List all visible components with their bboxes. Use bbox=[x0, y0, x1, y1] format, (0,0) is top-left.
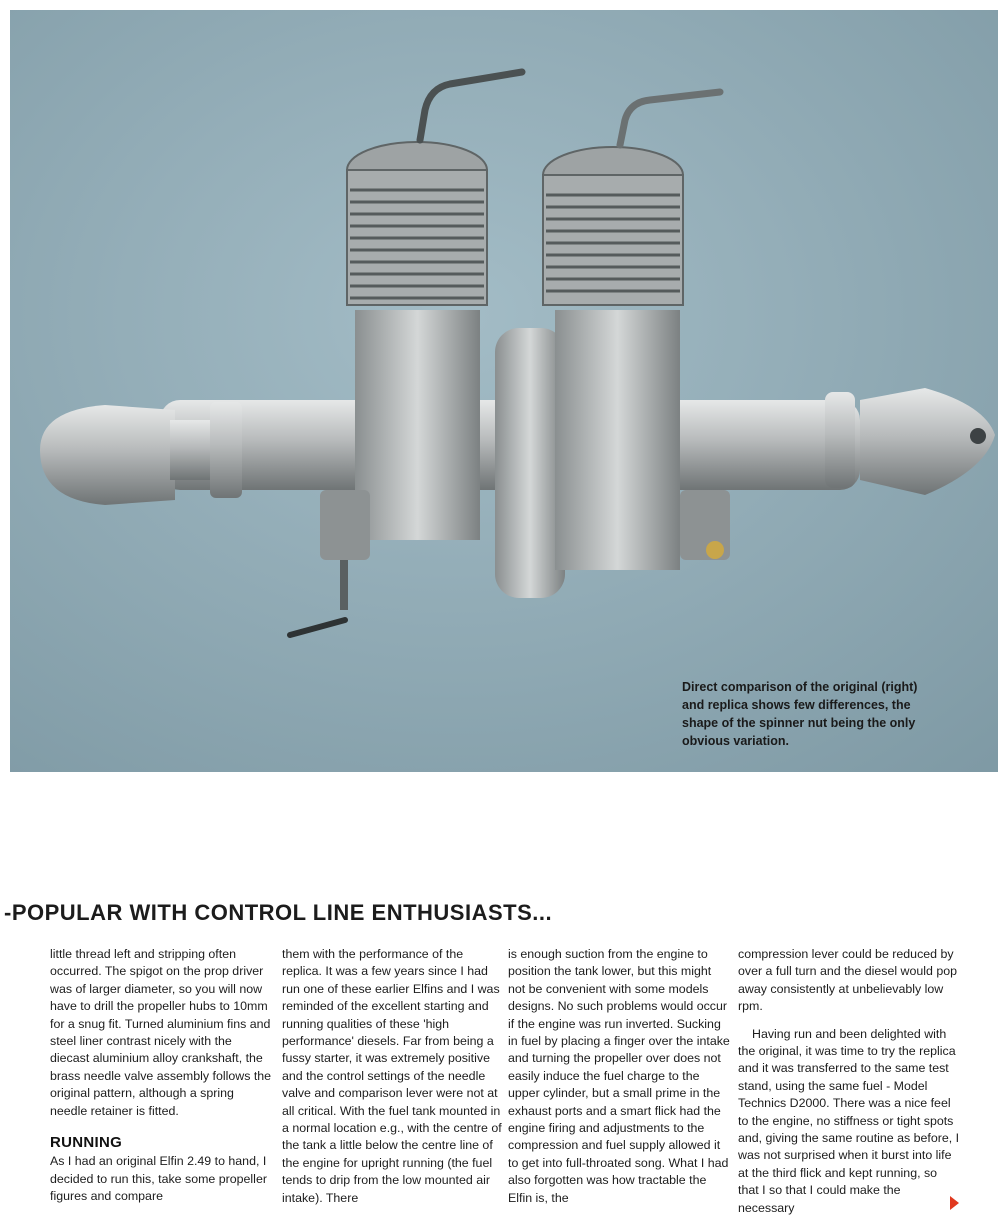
article-headline: -POPULAR WITH CONTROL LINE ENTHUSIASTS... bbox=[4, 900, 553, 925]
article-column-3 bbox=[508, 946, 730, 1207]
article-column-4 bbox=[738, 946, 960, 1217]
column-3-paragraph-1: is enough suction from the engine to position the tank lower, but this might not be convenient with some models designs. No such problems would occur if the engine was run inverted. Sucking in fuel by placing a finger over the intake and turning the propeller over does not easily induce the fuel charge to the upper cylinder, but a small prime in the exhaust ports and a smart flick had the engine firing and adjustments to the compression and fuel supply allowed it to get into full-throated song. What I had also forgotten was how tractable the Elfin is, the bbox=[508, 947, 730, 1205]
engine-illustration bbox=[10, 10, 998, 772]
continue-arrow-icon bbox=[950, 1196, 959, 1210]
engine-photo bbox=[10, 10, 998, 772]
column-1-paragraph-1: little thread left and stripping often occurred. The spigot on the prop driver was of larger diameter, so you will now have to drill the propeller hubs to 10mm for a snug fit. Turned aluminium fins and steel liner contrast nicely with the diecast aluminium alloy crankshaft, the brass needle valve assembly follows the original pattern, although a spring needle retainer is fitted. bbox=[50, 947, 272, 1118]
section-heading-running: RUNNING bbox=[50, 1134, 123, 1152]
article-column-1 bbox=[50, 946, 272, 1206]
column-4-paragraph-1: compression lever could be reduced by over a full turn and the diesel would pop away consistently at unbelievably low rpm. bbox=[738, 947, 958, 1014]
photo-caption: Direct comparison of the original (right) and replica shows few differences, the shape of the spinner nut being the only obvious variation. bbox=[682, 680, 918, 748]
column-2-paragraph-1: them with the performance of the replica. It was a few years since I had run one of these earlier Elfins and I was reminded of the excellent starting and running qualities of these 'high performance' diesels. Far from being a fussy starter, it was extremely positive and the control settings of the needle valve and comparison lever were not at all critical. With the fuel tank mounted in a normal location e.g., with the centre of the tank a little below the centre line of the engine for upright running (the fuel tends to drip from the low mounted air intake). There bbox=[282, 947, 502, 1205]
column-1-paragraph-2: As I had an original Elfin 2.49 to hand, I decided to run this, take some propeller figures and compare bbox=[50, 1154, 267, 1204]
article-column-2 bbox=[282, 946, 504, 1207]
column-4-paragraph-2: Having run and been delighted with the original, it was time to try the replica and it was transferred to the same test stand, using the same fuel - Model Technics D2000. There was a nice feel to the engine, no stiffness or tight spots and, giving the same routine as before, I was not surprised when it burst into life at the third flick and kept running, so that I so that I could make the necessary bbox=[738, 1026, 960, 1215]
